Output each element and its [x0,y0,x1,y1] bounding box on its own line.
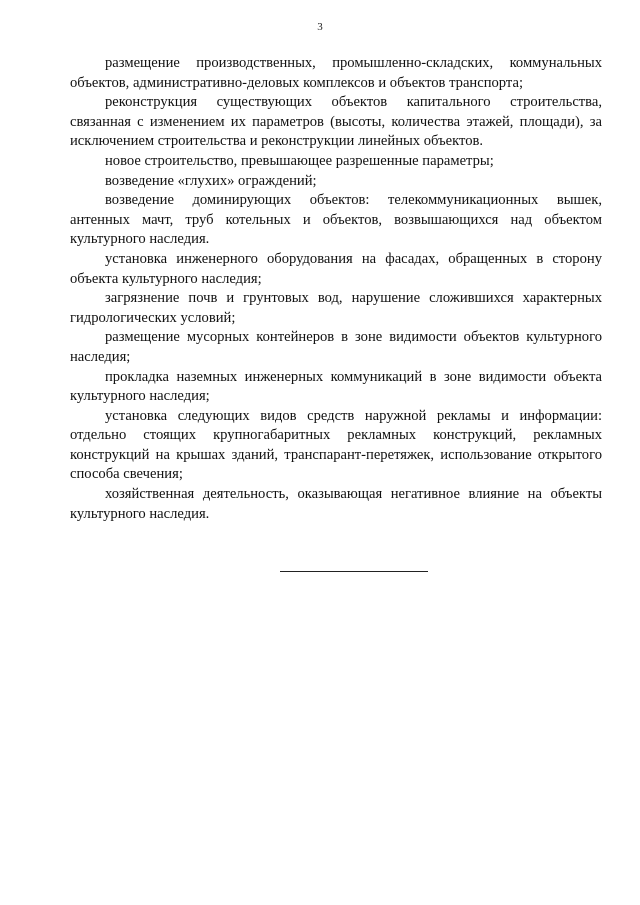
list-item: загрязнение почв и грунтовых вод, нарушение сложившихся характерных гидрологических условий; [70,290,602,326]
list-item: возведение «глухих» ограждений; [105,172,317,189]
list-item: установка инженерного оборудования на фасадах, обращенных в сторону объекта культурного наследия; [70,250,602,287]
list-item: установка следующих видов средств наружной рекламы и информации: отдельно стоящих крупногабаритных рекламных конструкций, рекламных конструкций на крышах зданий, транспарант-перетяжек, использование открытого способа свечения; [70,407,602,483]
list-item: размещение мусорных контейнеров в зоне видимости объектов культурного наследия; [70,329,602,365]
page-number: 3 [317,21,323,33]
list-item: реконструкция существующих объектов капитального строительства, связанная с изменением их параметров (высоты, количества этажей, площади), за исключением строительства и реконструкции линейных объектов. [70,94,602,150]
list-item: хозяйственная деятельность, оказывающая негативное влияние на объекты культурного наследия. [70,486,602,522]
list-item: прокладка наземных инженерных коммуникаций в зоне видимости объекта культурного наследия; [70,368,602,405]
end-of-document-rule [280,571,428,572]
list-item: размещение производственных, промышленно-складских, коммунальных объектов, административно-деловых комплексов и объектов транспорта; [70,55,602,91]
restrictions-list [70,54,602,524]
list-item: новое строительство, превышающее разрешенные параметры; [105,152,494,169]
list-item: возведение доминирующих объектов: телекоммуникационных вышек, антенных мачт, труб котельных и объектов, возвышающихся над объектом культурного наследия. [70,192,602,248]
